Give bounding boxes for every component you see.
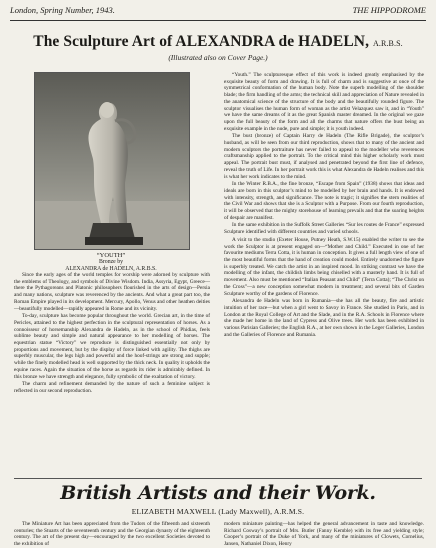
article-left-column [14,272,210,472]
section-author: ELIZABETH MAXWELL (Lady Maxwell), A.R.M.S. [131,507,305,516]
paragraph: The Miniature Art has been appreciated from the Tudors of the fifteenth and sixteenth centuries; the Stuarts of the seventeenth century and the Georgian dynasty of the eighteenth century. The art of the present day—encouraged by the two excellent Societies devoted to the exhibition of [14,521,210,548]
youth-sculpture-photo [34,72,190,250]
figure-caption [24,252,198,273]
top-rule [10,20,426,21]
section-left-column [14,521,210,548]
article-right-column [224,72,424,476]
section-heading: British Artists and their Work. [60,482,376,504]
paragraph: modern miniature painting—has helped the general advancement in taste and knowledge. Richard Cosway’s portrait of Mrs. Butler (Fanny Kemble) with its free and yielding style; Cooper’s portrait of the Duke of York, and many of the miniatures of Clowets, Cornelius, Jansen, Nathaniel Dixon, Henry [224,521,424,548]
paragraph: To-day, sculpture has become popular throughout the world. Grecian art, in the time of Pericles, attained to the highest perfection in the sculptural representation of horses. As a connoisseur of horsemanship Alexandra de Hadeln, as in the school of Phidias, feels sublime beauty and simple and natural appearance to her modelling of horses. The equestrian statue “Victory” we reproduce is distinguished essentially not only by proportions and movement, but by the display of force linked with agility. The thighs are superbly muscular, the legs high and powerful and the hoof-strings are strong and supple; while the finely modelled head is well supported by the thick neck. In quality it upholds the equine races. Again the situation of the horse as regards its rider is admirably defined. In this bronze we have strength and elegance, fully symbolic of the exaltation of victory. [14,313,210,380]
publication-name: THE HIPPODROME [352,5,426,15]
paragraph: In the same exhibition in the Suffolk Street Galleries “Sur les routes de France” expressed Sculpture identified with different countries and varied schools. [224,222,424,236]
caption-title: “YOUTH” [96,252,126,259]
caption-medium: Bronze by [99,259,123,265]
paragraph: The bust (bronze) of Captain Harry de Hadeln (The Rifle Brigade), the sculptor’s husband, as will be seen from our third reproduction, shows that to many of the ancient and modern sculptors the portraiture has never failed to appeal to the modeller who reverences craftsmanship applied to the portrait. To the critical mind this higher scholarly work must appeal. The portrait bust must, if analysed and penetrated beyond the first line of defence, reveal the truth of Life. In her portrait work this is what Alexandra de Hadeln realises and this is what her work indicates to the mind. [224,133,424,180]
section-divider [14,478,422,479]
paragraph: Since the early ages of the world temples for worship were adorned by sculpture with the emblems of Theology, and symbols of Divine Wisdom. India, Assyria, Egypt, Greece—there the Pythagoreans and Platonic philosophers flourished in the arts of design—Persia and many nations, sculpture was reverenced by the ancients. And what a great part too, the Roman Empire played in its development. Mercury, Apollo, Venus and other heathen deities—beautifully modelled—rapidly appeared in Rome and its vicinity. [14,272,210,312]
issue-date: London, Spring Number, 1943. [10,5,115,15]
paragraph: In the Winter R.B.A., the fine bronze, “Escape from Spain” (1938) shows that ideas and ideals are born in this sculptor’s mind to be modelled by her brain and hands. It is endowed with intensity, strength, and significance. The note is tragic; it signifies the stern realities of the Civil War and shows that she is a Sculptor with a Purpose. From our fourth reproduction, it will be observed that the mighty storehouse of learning prevails and that the soaring heights of despair are manifest. [224,181,424,221]
masthead [10,5,426,19]
paragraph: A visit to the studio (Exeter House, Putney Heath, S.W.15) enabled the writer to see the work the Sculptor is at present engaged on—“Mother and Child.” Executed in one of her favourite mediums Terra Cotta, it is human in conception. It gives a full length view of one of the most beautiful forms that the hand of creation could model. Entirely unadorned the figure is superbly treated. We catch the artist in an inspired mood. In striking contrast we have the modelling of the infant, the childish limbs being chiselled with a masterly hand. It is full of movement. Also must be mentioned “Italian Peasant and Child” (Terra Cotta); “The Christ on the Cross”—a new conception somewhat modern in treatment; and several bits of Garden Sculpture worthy of the gardens of Florence. [224,236,424,297]
paragraph: The charm and refinement demanded by the nature of such a feminine subject is reflected in our second reproduction. [14,381,210,394]
article-title-suffix: A.R.B.S. [373,39,403,48]
paragraph: “Youth.” The sculpturesque effect of this work is indeed greatly emphasised by the exquisite beauty of form and drawing. It is full of charm and is suggestive at once of the symmetrical conformation of the human body. Note the superb modelling of the shoulder blade; the firm handling of the arms; the technical skill and appreciation of Nature revealed in the anatomical science of the structure of the body and the beautifully rounded figure. The sculptor visualises the human form of woman as the artist Velazquez saw it, and in “Youth” we have the same dreams of it as the great Spanish master dreamed. In the original we gaze upon the full beauty of the form and all the charms that nature offers the bust being an exquisite example in the nude, pure and simple; it is youth indeed. [224,72,424,132]
article-title [0,33,436,51]
section-right-column [224,521,424,548]
article-subtitle: (Illustrated also on Cover Page.) [168,53,268,62]
youth-sculpture-image [35,73,189,249]
paragraph: Alexandra de Hadeln was born in Rumania—she has all the beauty, fire and artistic intuition of her race—but when a girl went to Savoy in France. She studied in Paris, and in London at the Royal College of Art and the Slade, and in the R.A. Schools in Florence where she made her home in the land of Cypress and Olive trees. Her work has been exhibited in various Parisian Galleries; the English R.A., at her own shown in the Leger Galleries, London and the Galleries of Florence and Rumania. [224,298,424,338]
article-title-main: The Sculpture Art of ALEXANDRA de HADELN, [33,33,370,50]
caption-artist: ALEXANDRA de HADELN, A.R.B.S. [65,266,157,272]
